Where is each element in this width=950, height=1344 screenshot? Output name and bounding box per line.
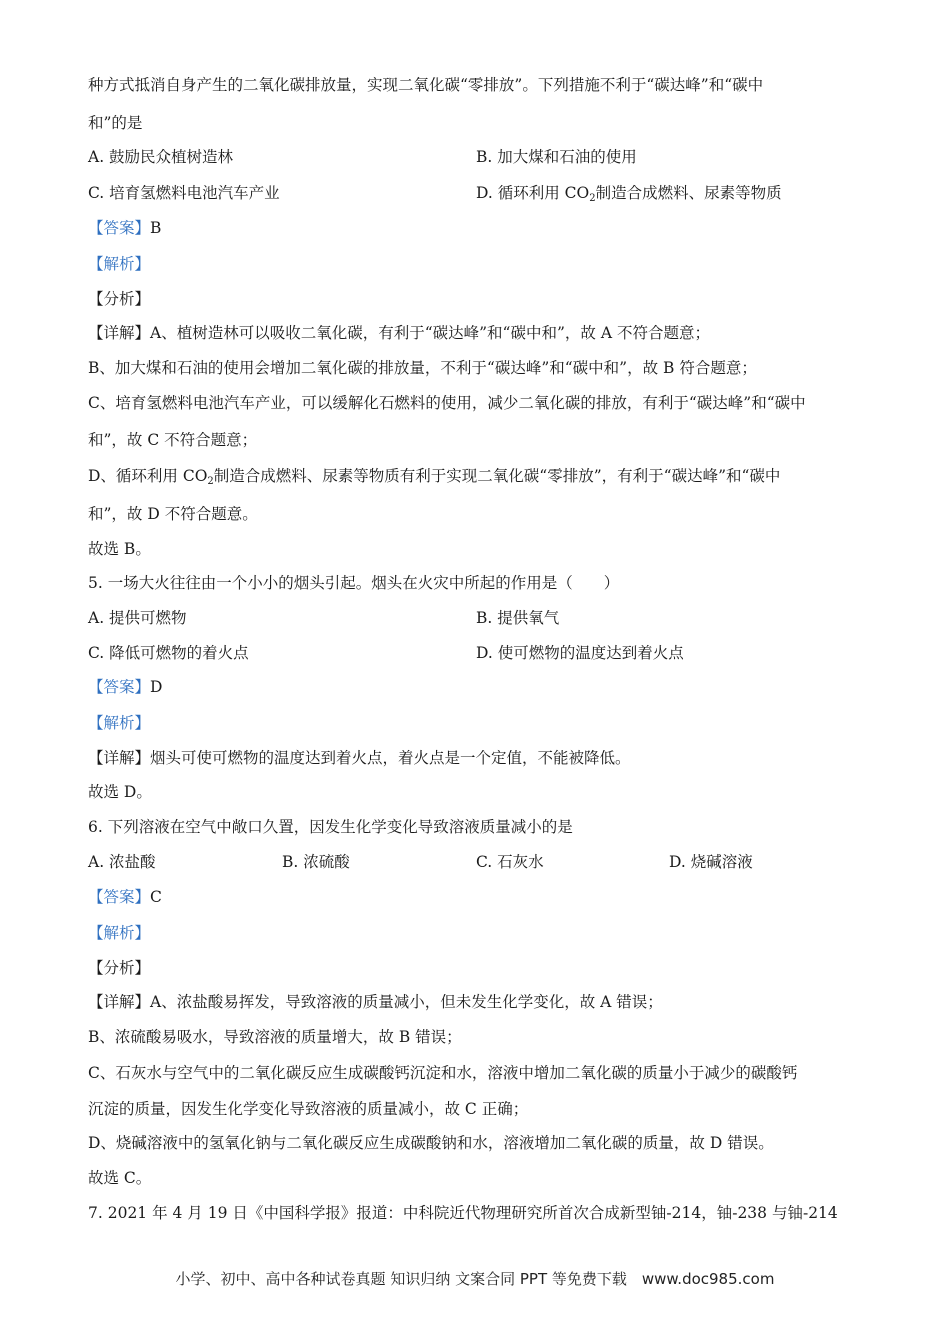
q6-option-b: B. 浓硫酸 <box>282 853 350 871</box>
q5-option-d: D. 使可燃物的温度达到着火点 <box>476 644 684 662</box>
q6-detail-a: 【详解】A、浓盐酸易挥发，导致溶液的质量减小，但未发生化学变化，故 A 错误； <box>88 993 663 1011</box>
q4-analysis-heading: 【解析】 <box>88 255 151 273</box>
q4-option-a: A. 鼓励民众植树造林 <box>88 148 234 166</box>
q4-detail-c2: 和”，故 C 不符合题意； <box>88 431 258 449</box>
q5-option-b: B. 提供氧气 <box>476 609 560 627</box>
q5-detail: 【详解】烟头可使可燃物的温度达到着火点，着火点是一个定值，不能被降低。 <box>88 749 631 767</box>
q4-option-b: B. 加大煤和石油的使用 <box>476 148 637 166</box>
q6-answer: 【答案】C <box>88 888 162 906</box>
q6-fenxi-heading: 【分析】 <box>88 959 151 977</box>
page-footer: 小学、初中、高中各种试卷真题 知识归纳 文案合同 PPT 等免费下载 www.doc985.com <box>175 1270 775 1288</box>
q4-stem-line2: 和”的是 <box>88 114 143 132</box>
q4-detail-b: B、加大煤和石油的使用会增加二氧化碳的排放量，不利于“碳达峰”和“碳中和”，故 B 符合题意； <box>88 359 757 377</box>
q6-option-a: A. 浓盐酸 <box>88 853 156 871</box>
q5-stem: 5. 一场大火往往由一个小小的烟头引起。烟头在火灾中所起的作用是（ ） <box>88 574 620 592</box>
q4-conclusion: 故选 B。 <box>88 540 151 558</box>
q6-detail-d: D、烧碱溶液中的氢氧化钠与二氧化碳反应生成碳酸钠和水，溶液增加二氧化碳的质量，故 D 错误。 <box>88 1134 774 1152</box>
q4-detail-a: 【详解】A、植树造林可以吸收二氧化碳，有利于“碳达峰”和“碳中和”，故 A 不符合题意； <box>88 324 710 342</box>
q5-conclusion: 故选 D。 <box>88 783 152 801</box>
q6-detail-c1: C、石灰水与空气中的二氧化碳反应生成碳酸钙沉淀和水，溶液中增加二氧化碳的质量小于减少的碳酸钙 <box>88 1064 798 1082</box>
q4-detail-d2: 和”，故 D 不符合题意。 <box>88 505 258 523</box>
q6-option-d: D. 烧碱溶液 <box>669 853 753 871</box>
q5-option-a: A. 提供可燃物 <box>88 609 187 627</box>
q7-stem: 7. 2021 年 4 月 19 日《中国科学报》报道：中科院近代物理研究所首次合成新型铀-214，铀-238 与铀-214 <box>88 1204 838 1222</box>
q6-detail-c2: 沉淀的质量，因发生化学变化导致溶液的质量减小，故 C 正确； <box>88 1100 529 1118</box>
q4-answer: 【答案】B <box>88 219 162 237</box>
q4-stem-line1: 种方式抵消自身产生的二氧化碳排放量，实现二氧化碳“零排放”。下列措施不利于“碳达峰”和“碳中 <box>88 76 764 94</box>
q5-option-c: C. 降低可燃物的着火点 <box>88 644 249 662</box>
q5-analysis-heading: 【解析】 <box>88 714 151 732</box>
q4-detail-d1: D、循环利用 $CO_2$制造合成燃料、尿素等物质有利于实现二氧化碳“零排放”，有利于“碳达峰”和“碳中 <box>88 467 781 487</box>
q6-option-c: C. 石灰水 <box>476 853 544 871</box>
q4-option-d: D. 循环利用 $CO_2$制造合成燃料、尿素等物质 <box>476 184 782 204</box>
q6-detail-b: B、浓硫酸易吸水，导致溶液的质量增大，故 B 错误； <box>88 1028 462 1046</box>
q6-analysis-heading: 【解析】 <box>88 924 151 942</box>
q4-detail-c1: C、培育氢燃料电池汽车产业，可以缓解化石燃料的使用，减少二氧化碳的排放，有利于“碳达峰”和“碳中 <box>88 394 806 412</box>
q5-answer: 【答案】D <box>88 678 163 696</box>
q4-fenxi-heading: 【分析】 <box>88 290 151 308</box>
q6-stem: 6. 下列溶液在空气中敞口久置，因发生化学变化导致溶液质量减小的是 <box>88 818 573 836</box>
q6-conclusion: 故选 C。 <box>88 1169 152 1187</box>
q4-option-c: C. 培育氢燃料电池汽车产业 <box>88 184 280 202</box>
